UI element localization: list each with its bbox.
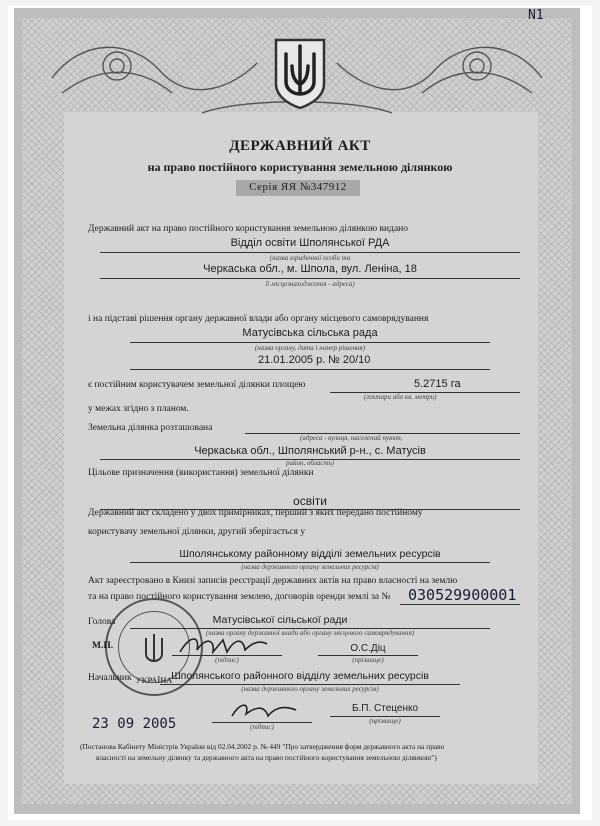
registry-text-1: Акт зареєстровано в Книзі записів реєстрації державних актів на право власності на землю	[88, 576, 458, 586]
handwritten-date: 23 09 2005	[92, 716, 177, 732]
purpose-label: Цільове призначення (використання) земельної ділянки	[88, 468, 314, 478]
authority-line	[130, 342, 490, 343]
document-subtitle: на право постійного користування земельною ділянкою	[147, 160, 453, 174]
chief-org: Шполянського районного відділу земельних ресурсів	[171, 670, 429, 682]
storage-caption: (назва державного органу земельних ресурсів)	[241, 563, 379, 571]
head-org-caption: (назва органу державної влади або органу місцевого самоврядування)	[205, 629, 415, 637]
location-caption: (адреса - вулиця, населений пункт,	[300, 434, 403, 442]
land-area: 5.2715 га	[414, 378, 461, 390]
serial-number: Серія ЯЯ №347912	[249, 181, 347, 193]
holder-address-caption: її місцезнаходження - адреса)	[265, 280, 355, 288]
head-label: Голова	[88, 617, 116, 627]
user-text: є постійним користувачем земельної ділянки площею	[88, 380, 306, 390]
chief-name: Б.П. Стеценко	[351, 703, 419, 714]
copies-text-2: користувачу земельної ділянки, другий зберігається у	[88, 527, 306, 537]
footer-line-2: власності на земельну ділянку та державного акта на право постійного користування земельною ділянкою")	[96, 753, 437, 762]
land-purpose: освіти	[293, 494, 327, 508]
copies-text-1: Державний акт складено у двох примірниках, перший з яких передано постійному	[88, 508, 423, 518]
mp-label: М.П.	[92, 641, 114, 651]
head-org: Матусівської сільської ради	[212, 614, 348, 626]
decision-number: № 20/10	[328, 354, 371, 366]
registry-number: 030529900001	[408, 586, 517, 604]
decision-date: 21.01.2005 р.	[258, 354, 326, 366]
holder-name-line	[100, 252, 520, 253]
location-label: Земельна ділянка розташована	[88, 423, 213, 433]
registry-line	[400, 604, 520, 605]
area-caption: (гектари або кв. метри)	[364, 393, 437, 401]
authority-name: Матусівська сільська рада	[242, 327, 378, 339]
holder-address-line	[100, 278, 520, 279]
head-name-caption: (прізвище)	[352, 656, 384, 664]
footer-line-1: (Постанова Кабінету Міністрів України від 02.04.2002 р. № 449 "Про затвердження форм державного акта на право	[80, 742, 445, 751]
head-name: О.С.Діц	[350, 643, 386, 654]
basis-text: і на підставі рішення органу державної влади або органу місцевого самоврядування	[88, 314, 429, 324]
head-signature-caption: (підпис)	[215, 656, 239, 664]
land-location: Черкаська обл., Шполянський р-н., с. Матусів	[194, 445, 426, 457]
authority-caption: (назва органу, дата і номер рішення)	[254, 344, 366, 352]
registry-text-2: та на право постійного користування землею, договорів оренди землі за №	[88, 592, 391, 602]
chief-label: Начальник	[88, 673, 132, 683]
document-title: ДЕРЖАВНИЙ АКТ	[229, 138, 371, 154]
chief-name-caption: (прізвище)	[369, 717, 401, 725]
storage-org: Шполянському районному відділі земельних ресурсів	[179, 548, 441, 560]
holder-address: Черкаська обл., м. Шпола, вул. Леніна, 18	[203, 263, 417, 275]
location-caption-2: район, область)	[285, 459, 335, 467]
corner-mark: N1	[528, 8, 544, 23]
holder-name: Відділ освіти Шполянської РДА	[230, 237, 390, 249]
holder-name-caption: (назва юридичної особи та	[269, 254, 351, 262]
decision-line	[130, 369, 490, 370]
stamp-text: УКРАЇНА	[135, 676, 173, 685]
chief-org-caption: (назва державного органу земельних ресурсів)	[241, 685, 379, 693]
chief-signature	[228, 698, 300, 724]
trident-coat-of-arms-icon	[270, 36, 330, 110]
chief-signature-caption: (підпис)	[250, 723, 274, 731]
per-plan-text: у межах згідно з планом.	[88, 404, 189, 414]
intro-text: Державний акт на право постійного користування земельною ділянкою видано	[88, 224, 408, 234]
